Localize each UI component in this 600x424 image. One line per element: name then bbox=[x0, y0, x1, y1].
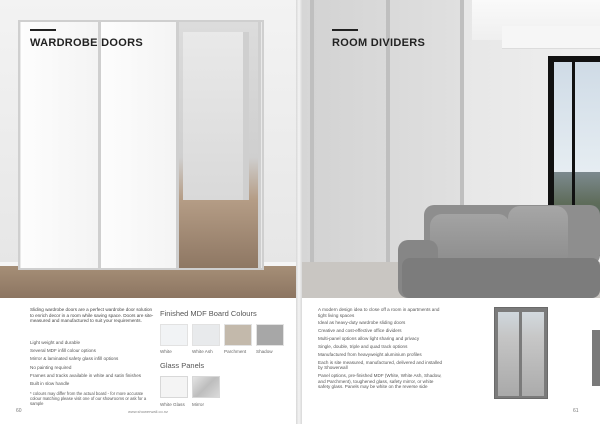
swatch-label: White bbox=[160, 349, 172, 354]
feature-list bbox=[30, 339, 154, 388]
glass-panels-heading: Glass Panels bbox=[160, 361, 205, 370]
swatch-label: White Ash bbox=[192, 349, 213, 354]
title-rule bbox=[332, 29, 358, 31]
list-item: No painting required bbox=[30, 364, 72, 370]
list-item: Frames and tracks available in white and satin finishes bbox=[30, 372, 142, 378]
list-item: Ideal as heavy-duty wardrobe sliding doors bbox=[318, 320, 406, 326]
list-item: Several MDF infill colour options bbox=[30, 348, 96, 354]
colour-note: * colours may differ from the actual board - for more accurate colour matching please visit one of our showrooms or ask for a sample bbox=[30, 391, 147, 407]
website-link[interactable]: www.showerwall.co.nz bbox=[128, 409, 169, 414]
title-rule bbox=[30, 29, 56, 31]
left-page bbox=[0, 0, 296, 424]
swatch-mirror bbox=[192, 376, 220, 398]
page-title: WARDROBE DOORS bbox=[30, 37, 143, 49]
swatch-white bbox=[160, 324, 188, 346]
board-colours-heading: Finished MDF Board Colours bbox=[160, 309, 257, 318]
swatch-white-ash bbox=[192, 324, 220, 346]
page-title: ROOM DIVIDERS bbox=[332, 37, 426, 49]
list-item: Built in slow handle bbox=[30, 381, 70, 387]
swatch-label: White Glass bbox=[160, 402, 185, 407]
list-item: Creative and cost-effective office dividers bbox=[318, 328, 402, 334]
list-item: Each is site measured, manufactured, delivered and installed by Showerwall bbox=[318, 359, 443, 371]
list-item: Mirror & laminated safety glass infill options bbox=[30, 356, 119, 362]
swatch-label: Parchment bbox=[224, 349, 247, 354]
list-item: Panel options, pre-finished MDF (White, White Ash, Shadow, and Parchment), toughened glass, safety mirror, or white safety glass. Panels may be white on the reverse side bbox=[318, 373, 442, 390]
list-item: Single, double, triple and quad track options bbox=[318, 344, 408, 350]
swatch-parchment bbox=[224, 324, 252, 346]
list-item: Light weight and durable bbox=[30, 340, 81, 345]
list-item: A modern design idea to close off a room in apartments and tight living spaces bbox=[318, 307, 440, 318]
intro-paragraph: Sliding wardrobe doors are a perfect wardrobe door solution to enrich decor in a room while saving space. Doors are site-measured and manufactured to suit your requirements. bbox=[30, 307, 154, 324]
list-item: Multi-panel options allow light sharing and privacy bbox=[318, 336, 420, 342]
right-page bbox=[302, 0, 600, 424]
page-edge-tab bbox=[592, 330, 600, 386]
swatch-shadow bbox=[256, 324, 284, 346]
page-number: 61 bbox=[573, 408, 579, 414]
list-item: Manufactured from heavyweight aluminium profiles bbox=[318, 351, 422, 357]
swatch-label: Shadow bbox=[256, 349, 273, 354]
divider-thumbnail bbox=[494, 307, 548, 399]
swatch-white-glass bbox=[160, 376, 188, 398]
swatch-label: Mirror bbox=[192, 402, 204, 407]
page-number: 60 bbox=[16, 408, 22, 414]
feature-list bbox=[318, 307, 444, 392]
